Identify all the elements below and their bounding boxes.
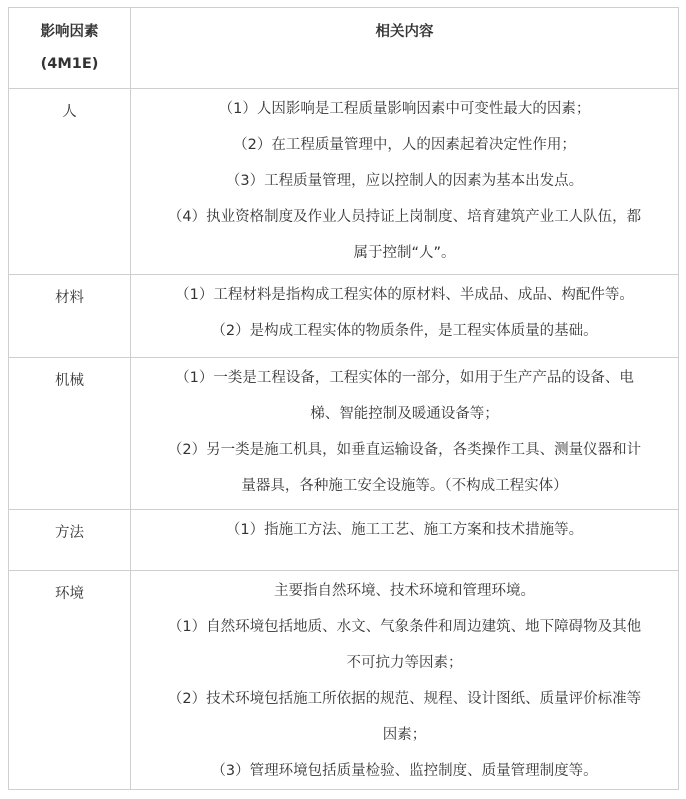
content-line: （2）另一类是施工机具，如垂直运输设备，各类操作工具、测量仪器和计 xyxy=(167,442,642,458)
content-line: （1）工程材料是指构成工程实体的原材料、半成品、成品、构配件等。 xyxy=(175,287,634,303)
content-line: 量器具，各种施工安全设施等。（不构成工程实体） xyxy=(241,478,568,494)
content-cell xyxy=(131,275,679,358)
content-line: （2）技术环境包括施工所依据的规范、规程、设计图纸、质量评价标准等 xyxy=(167,691,642,707)
content-line: （1）指施工方法、施工工艺、施工方案和技术措施等。 xyxy=(225,522,584,538)
header-row xyxy=(9,8,679,89)
content-line: （3）管理环境包括质量检验、监控制度、质量管理制度等。 xyxy=(211,763,598,779)
factor-label: 方法 xyxy=(55,525,84,541)
factor-cell xyxy=(9,510,131,571)
content-line: 不可抗力等因素； xyxy=(346,655,463,671)
content-line: （2）在工程质量管理中，人的因素起着决定性作用； xyxy=(233,137,576,153)
factor-cell xyxy=(9,89,131,275)
content-line: （1）人因影响是工程质量影响因素中可变性最大的因素； xyxy=(218,101,591,117)
header-factor xyxy=(9,8,131,89)
factor-label: 机械 xyxy=(55,373,84,389)
content-line: （2）是构成工程实体的物质条件，是工程实体质量的基础。 xyxy=(211,323,598,339)
factor-cell xyxy=(9,275,131,358)
header-content-label: 相关内容 xyxy=(375,24,434,40)
content-line: （1）一类是工程设备，工程实体的一部分，如用于生产产品的设备、电 xyxy=(175,370,634,386)
content-cell xyxy=(131,89,679,275)
content-line: 因素； xyxy=(382,727,427,743)
factors-table xyxy=(8,7,679,790)
factor-label: 人 xyxy=(62,104,77,120)
table-row xyxy=(9,89,679,275)
factor-label: 材料 xyxy=(55,290,84,306)
table-row xyxy=(9,571,679,790)
content-cell xyxy=(131,510,679,571)
factor-cell xyxy=(9,571,131,790)
header-factor-label: 影响因素 xyxy=(40,24,99,40)
content-line: （4）执业资格制度及作业人员持证上岗制度、培育建筑产业工人队伍，都 xyxy=(167,209,642,225)
factor-cell xyxy=(9,358,131,510)
header-factor-code: (4M1E) xyxy=(40,56,99,72)
table-row xyxy=(9,358,679,510)
header-content xyxy=(131,8,679,89)
table-row xyxy=(9,510,679,571)
content-cell xyxy=(131,571,679,790)
content-line: 主要指自然环境、技术环境和管理环境。 xyxy=(274,583,535,599)
content-line: （1）自然环境包括地质、水文、气象条件和周边建筑、地下障碍物及其他 xyxy=(167,619,642,635)
content-line: 梯、智能控制及暖通设备等； xyxy=(310,406,499,422)
content-cell xyxy=(131,358,679,510)
content-line: 属于控制“人”。 xyxy=(353,245,456,261)
content-line: （3）工程质量管理，应以控制人的因素为基本出发点。 xyxy=(225,173,584,189)
factor-label: 环境 xyxy=(55,586,84,602)
table-row xyxy=(9,275,679,358)
